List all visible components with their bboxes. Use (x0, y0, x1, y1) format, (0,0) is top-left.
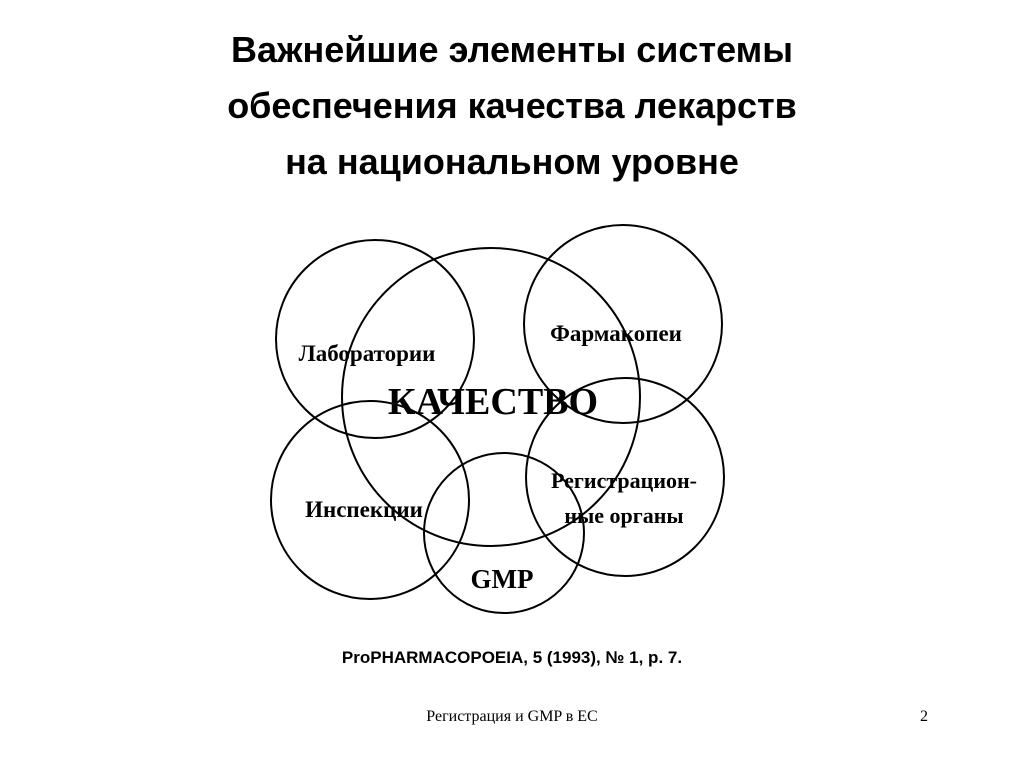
label-registration-line-1: Регистрацион- (550, 468, 698, 493)
label-gmp: GMP (470, 564, 534, 594)
slide-footer: Регистрация и GMP в ЕС (426, 708, 598, 725)
label-pharmacopoeias: Фармакопеи (550, 321, 682, 346)
page-number: 2 (920, 708, 928, 725)
label-inspections: Инспекции (305, 497, 423, 522)
source-citation: ProPHARMACOPOEIA, 5 (1993), № 1, p. 7. (341, 648, 683, 667)
title-line-1: Важнейшие элементы системы (230, 29, 794, 70)
label-registration-line-2: ные органы (564, 503, 684, 528)
title-line-3: на национальном уровне (285, 141, 739, 182)
label-quality: КАЧЕСТВО (387, 381, 599, 423)
title-line-2: обеспечения качества лекарств (227, 85, 797, 126)
label-laboratories: Лаборатории (298, 341, 436, 366)
